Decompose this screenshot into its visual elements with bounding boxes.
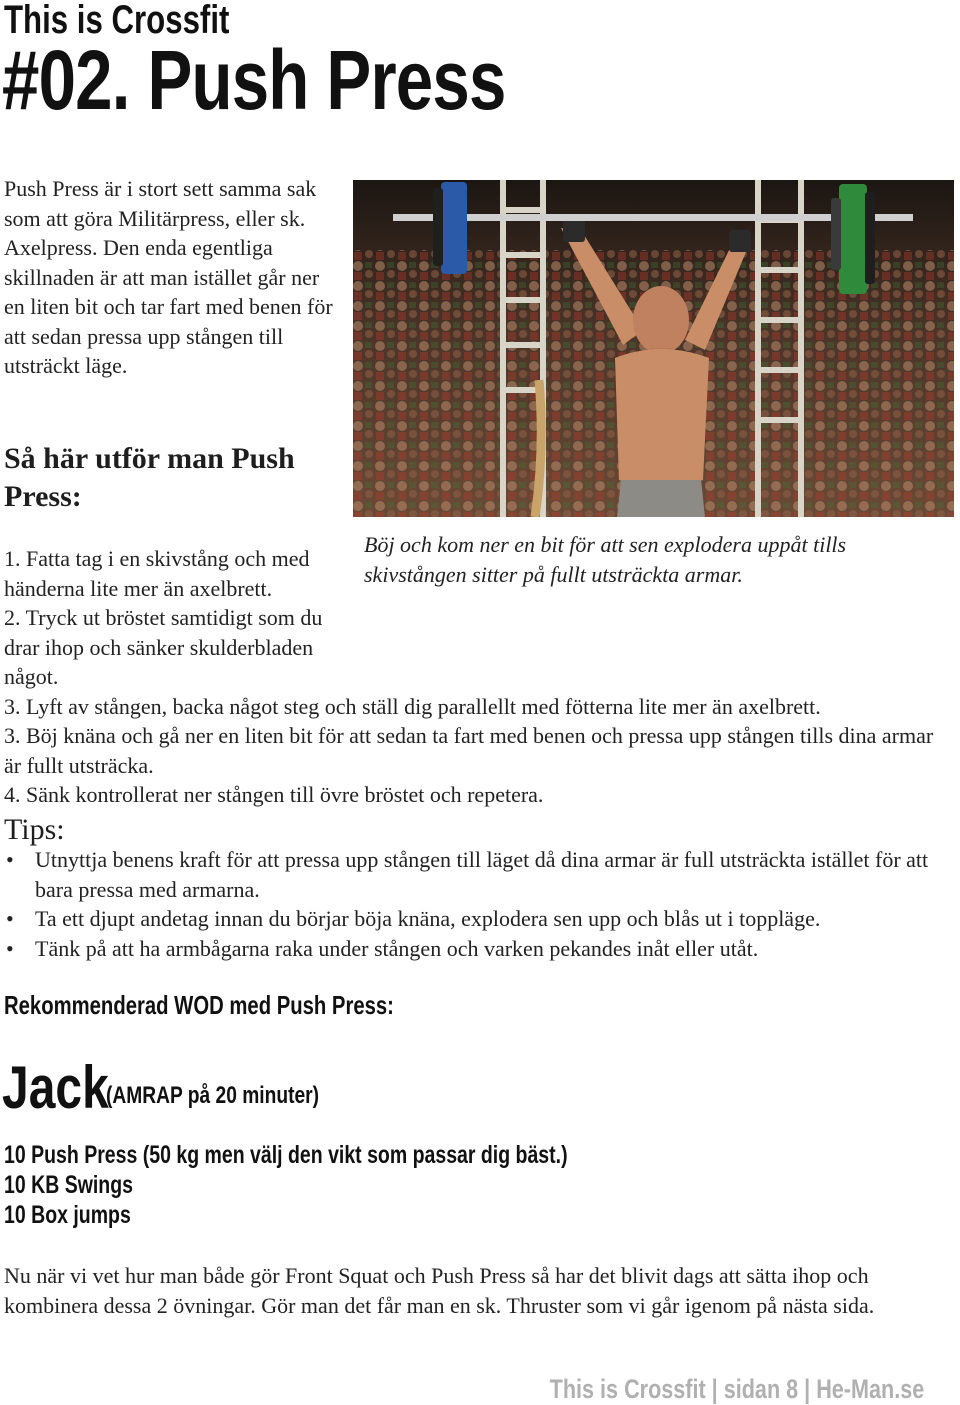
photo-caption: Böj och kom ner en bit för att sen explodera uppåt tills skivstången sitter på fullt utsträckta armar. xyxy=(364,532,847,587)
step-item: 1. Fatta tag i en skivstång och med händerna lite mer än axelbrett. xyxy=(4,546,310,601)
wod-heading: Rekommenderad WOD med Push Press: xyxy=(4,990,394,1020)
wod-item: 10 Push Press (50 kg men välj den vikt som passar dig bäst.) xyxy=(4,1141,568,1169)
bullet-icon: • xyxy=(6,906,14,931)
step-2-line: 2. Tryck ut bröstet samtidigt som du drar ihop och sänker skulderbladen något. xyxy=(4,605,323,689)
wod-list xyxy=(4,1140,727,1230)
bullet-icon: • xyxy=(6,935,14,961)
document-kicker: This is Crossfit xyxy=(4,0,230,42)
tip-text: Utnyttja benens kraft för att pressa upp stången till läget då dina armar är full utsträckta istället för att bara pressa med armarna. xyxy=(35,847,929,902)
step-item xyxy=(4,603,944,692)
wod-name: Jack xyxy=(2,1054,109,1121)
page-footer: This is Crossfit | sidan 8 | He-Man.se xyxy=(549,1374,924,1404)
tip-item xyxy=(4,845,934,904)
tip-text: Tänk på att ha armbågarna raka under stången och varken pekandes inåt eller utåt. xyxy=(35,935,759,961)
wod-format: (AMRAP på 20 minuter) xyxy=(106,1082,320,1109)
step-item: 4. Sänk kontrollerat ner stången till övre bröstet och repetera. xyxy=(4,782,544,807)
tips-list xyxy=(4,845,934,963)
tips-heading: Tips: xyxy=(4,813,65,846)
tip-item xyxy=(4,934,934,964)
tip-item xyxy=(4,904,934,934)
page-title: #02. Push Press xyxy=(2,33,506,127)
outro-paragraph: Nu när vi vet hur man både gör Front Squat och Push Press så har det blivit dags att sätta ihop och kombinera dessa 2 övningar. Gör man det får man en sk. Thruster som vi går igenom på nästa sida. xyxy=(4,1263,875,1318)
push-press-photo xyxy=(353,180,954,517)
intro-paragraph: Push Press är i stort sett samma sak som att göra Militärpress, eller sk. Axelpress. Den enda egentliga skillnaden är att man istället går ner en liten bit och tar fart med benen för att sedan pressa upp stången till utsträckt läge. xyxy=(4,176,333,378)
step-item: 3. Böj knäna och gå ner en liten bit för att sedan ta fart med benen och pressa upp stången tills dina armar är fullt utsträcka. xyxy=(4,723,934,778)
wod-item: 10 Box jumps xyxy=(4,1201,131,1229)
wod-item: 10 KB Swings xyxy=(4,1171,133,1199)
howto-heading: Så här utför man Push Press: xyxy=(4,442,295,513)
bullet-icon: • xyxy=(6,847,14,872)
tip-text: Ta ett djupt andetag innan du börjar böja knäna, explodera sen upp och blås ut i toppläge. xyxy=(35,906,821,931)
steps-list xyxy=(4,544,944,810)
step-item: 3. Lyft av stången, backa något steg och ställ dig parallellt med fötterna lite mer än axelbrett. xyxy=(4,693,821,719)
